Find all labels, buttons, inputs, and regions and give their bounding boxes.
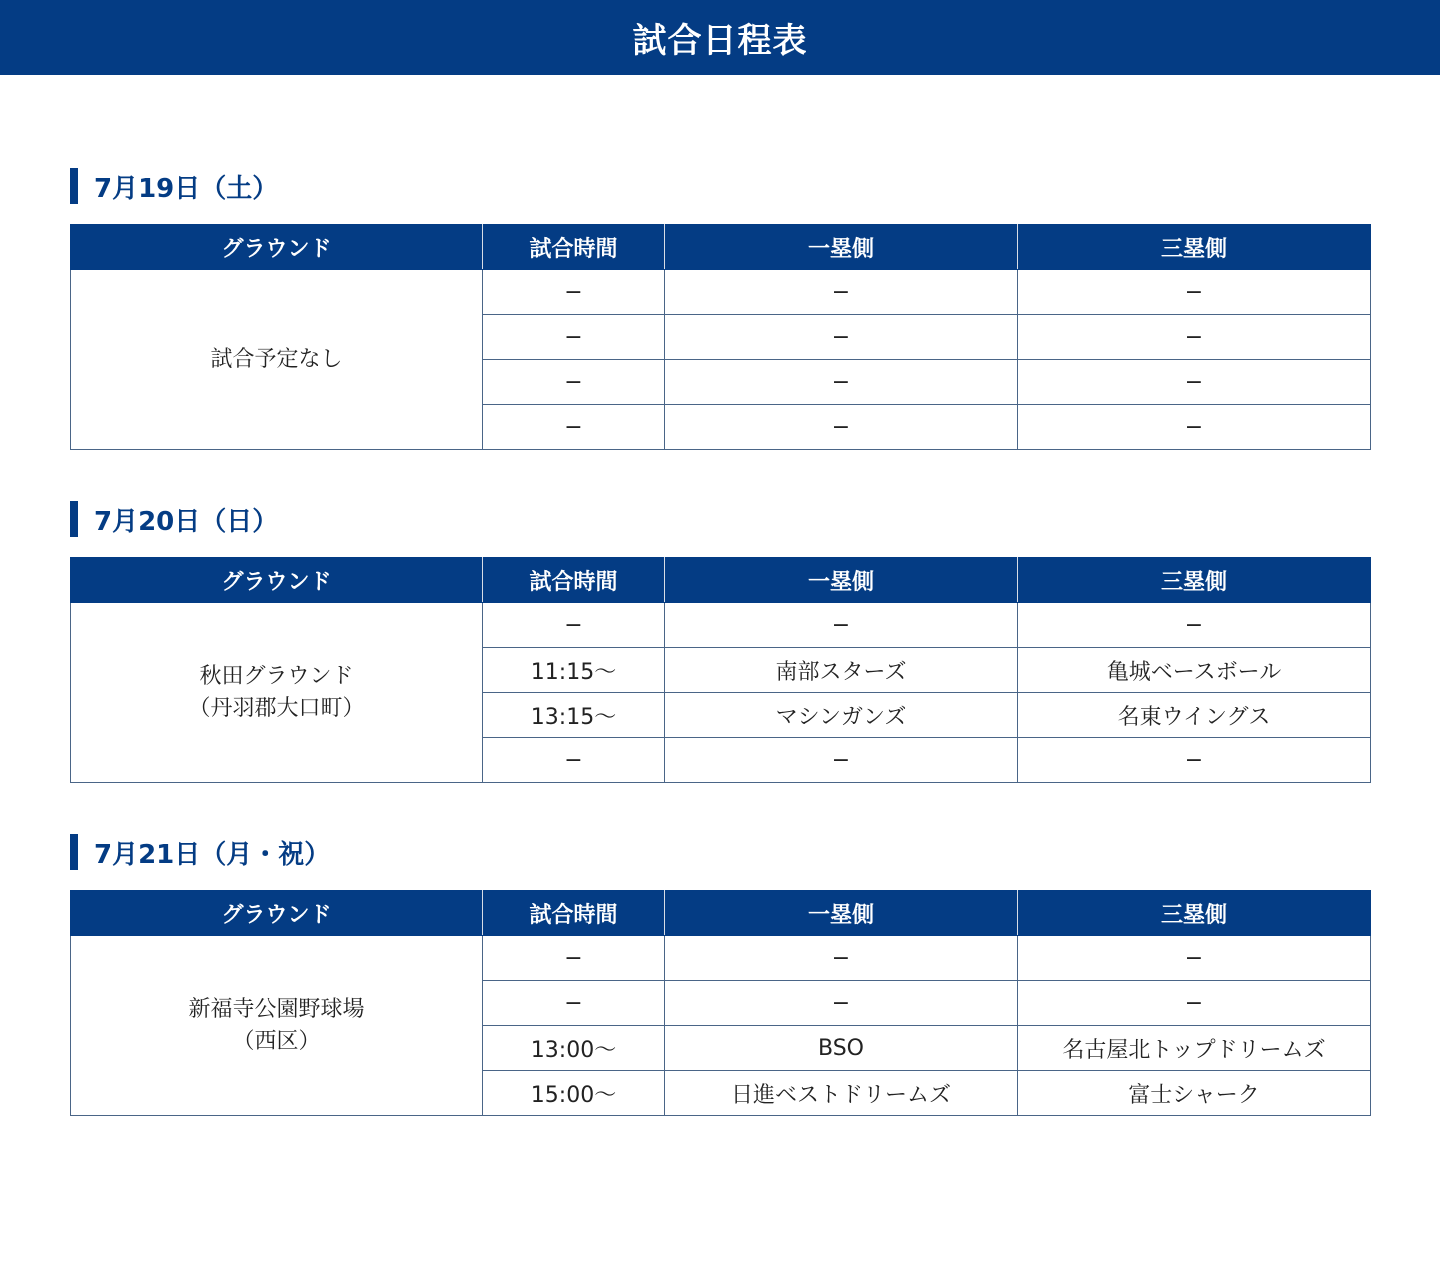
third-base-cell: 亀城ベースボール [1018,648,1371,693]
ground-location: （西区） [232,1028,321,1054]
first-base-cell: BSO [665,1026,1018,1071]
third-base-cell: 名古屋北トップドリームズ [1018,1026,1371,1071]
first-base-cell: − [665,936,1018,981]
section-heading [70,168,1370,204]
third-base-cell: − [1018,738,1371,783]
time-cell: 11:15〜 [483,648,665,693]
ground-name: 試合予定なし [210,346,343,372]
first-base-cell: 日進ベストドリームズ [665,1071,1018,1116]
first-base-cell: 南部スターズ [665,648,1018,693]
third-base-cell: − [1018,270,1371,315]
first-base-cell: − [665,315,1018,360]
time-cell: − [483,738,665,783]
time-cell: − [483,936,665,981]
time-cell: − [483,360,665,405]
table-header-row [71,558,1371,603]
time-cell: − [483,270,665,315]
header-ground: グラウンド [71,891,483,936]
schedule-table [70,557,1371,783]
first-base-cell: マシンガンズ [665,693,1018,738]
ground-cell [71,270,483,450]
third-base-cell: − [1018,315,1371,360]
header-ground: グラウンド [71,558,483,603]
date-label: 7月21日（月・祝） [94,839,331,870]
table-header-row [71,891,1371,936]
date-label: 7月19日（土） [94,173,279,204]
header-third-base: 三塁側 [1018,225,1371,270]
ground-name: 新福寺公園野球場 [188,996,365,1022]
time-cell: 13:15〜 [483,693,665,738]
header-third-base: 三塁側 [1018,891,1371,936]
first-base-cell: − [665,981,1018,1026]
third-base-cell: 名東ウイングス [1018,693,1371,738]
date-label: 7月20日（日） [94,506,279,537]
first-base-cell: − [665,270,1018,315]
page-title: 試合日程表 [0,0,1440,75]
time-cell: 15:00〜 [483,1071,665,1116]
section-heading [70,834,1370,870]
ground-location: （丹羽郡大口町） [188,695,365,721]
header-time: 試合時間 [483,558,665,603]
header-third-base: 三塁側 [1018,558,1371,603]
table-row [71,603,1371,648]
heading-accent-bar [70,501,78,537]
table-header-row [71,225,1371,270]
heading-accent-bar [70,834,78,870]
third-base-cell: − [1018,360,1371,405]
header-first-base: 一塁側 [665,891,1018,936]
header-first-base: 一塁側 [665,558,1018,603]
third-base-cell: − [1018,405,1371,450]
header-time: 試合時間 [483,225,665,270]
time-cell: 13:00〜 [483,1026,665,1071]
schedule-table [70,224,1371,450]
header-first-base: 一塁側 [665,225,1018,270]
table-row [71,936,1371,981]
schedule-section-0719 [70,168,1370,450]
header-time: 試合時間 [483,891,665,936]
first-base-cell: − [665,360,1018,405]
ground-name: 秋田グラウンド [199,663,354,689]
third-base-cell: − [1018,603,1371,648]
ground-cell [71,603,483,783]
first-base-cell: − [665,738,1018,783]
third-base-cell: − [1018,981,1371,1026]
header-ground: グラウンド [71,225,483,270]
first-base-cell: − [665,405,1018,450]
schedule-table [70,890,1371,1116]
ground-cell [71,936,483,1116]
schedule-section-0720 [70,501,1370,783]
time-cell: − [483,405,665,450]
time-cell: − [483,603,665,648]
first-base-cell: − [665,603,1018,648]
time-cell: − [483,315,665,360]
table-row [71,270,1371,315]
schedule-section-0721 [70,834,1370,1116]
third-base-cell: − [1018,936,1371,981]
heading-accent-bar [70,168,78,204]
third-base-cell: 富士シャーク [1018,1071,1371,1116]
time-cell: − [483,981,665,1026]
section-heading [70,501,1370,537]
